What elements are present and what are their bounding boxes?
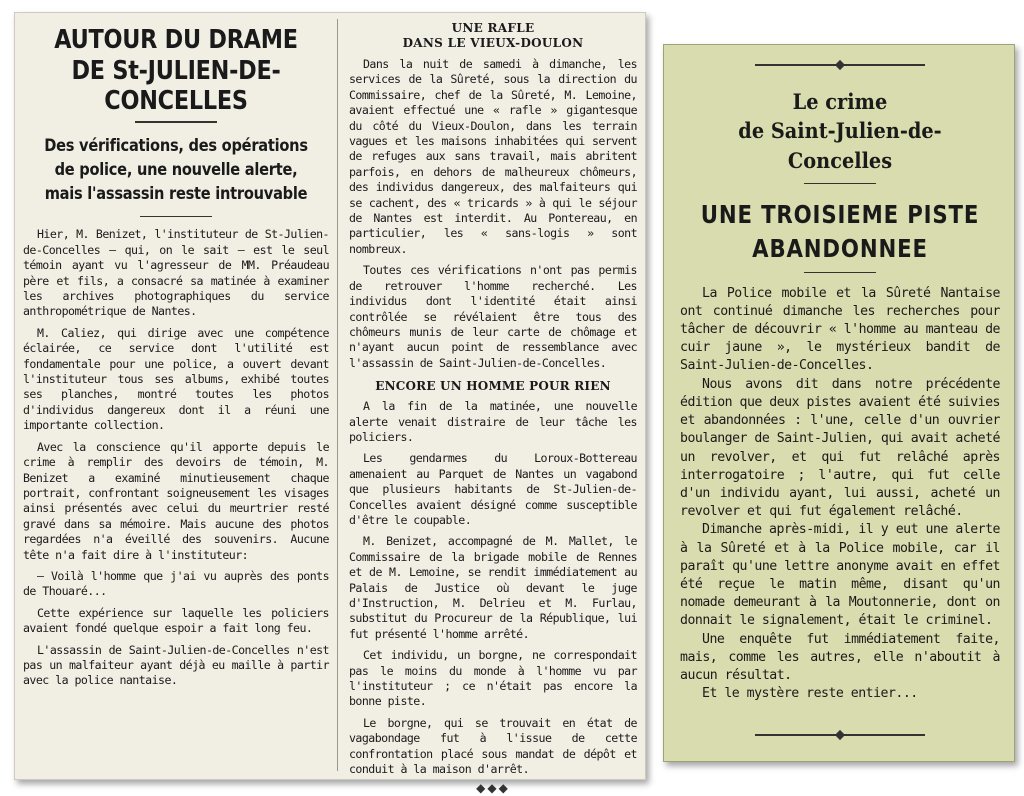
paragraph: La Police mobile et la Sûreté Nantaise ont continué dimanche les recherches pour tâcher de découvrir « l'homme au manteau de cuir jaune », le mystérieux bandit de Saint-Julien-de-Concelles. xyxy=(680,285,1000,374)
subheadline-line: Des vérifications, des opérations xyxy=(44,136,308,157)
article-column-left xyxy=(15,13,337,779)
paragraph: Et le mystère reste entier... xyxy=(702,686,918,702)
subheadline-line: de police, une nouvelle alerte, xyxy=(54,159,298,180)
newspaper-clipping-left xyxy=(14,12,646,796)
ornament-divider-icon xyxy=(755,59,925,71)
ornament-icon: ◆◆◆ xyxy=(476,781,510,796)
paragraph: Hier, M. Benizet, l'instituteur de St-Julien-de-Concelles — qui, on le sait — est le seul témoin ayant vu l'agresseur de MM. Préaudeau père et fils, a consacré sa matinée à examiner les archives photographiques du service anthropométrique de Nantes. xyxy=(23,227,329,319)
headline-line-1: AUTOUR DU DRAME xyxy=(54,25,298,55)
divider xyxy=(804,272,876,273)
paragraph: Nous avons dit dans notre précédente édition que deux pistes avaient été suivies et abandonnées : l'une, celle d'un ouvrier boulanger de Saint-Julien, qui avait acheté un revolver, et qui fut relâché après interrogatoire ; l'autre, qui fut celle d'un individu ayant, lui aussi, acheté un revolver et qui fut également relâché. xyxy=(680,376,1000,520)
section-heading: ENCORE UN HOMME POUR RIEN xyxy=(375,379,611,394)
divider xyxy=(135,121,217,123)
subheadline-line: mais l'assassin reste introuvable xyxy=(44,183,308,204)
paragraph: Avec la conscience qu'il apporte depuis le crime à remplir des devoirs de témoin, M. Benizet a examiné minutieusement chaque portrait, confrontant soigneusement les visages ainsi présentés avec celui du meurtrier resté gravé dans sa mémoire. Mais aucune des photos regardées n'a éveillé des souvenirs. Aucune tête n'a fait dire à l'instituteur: xyxy=(23,439,329,562)
section-heading-line: DANS LE VIEUX-DOULON xyxy=(402,36,584,50)
headline xyxy=(687,198,993,266)
paragraph: A la fin de la matinée, une nouvelle alerte venait distraire de leur tâche les policiers. xyxy=(349,399,637,444)
paragraph: Toutes ces vérifications n'ont pas permis de retrouver l'homme recherché. Les individus dont l'identité était ainsi contrôlée se révélaient être tous des chômeurs munis de leur carte de chômage et n'ayant aucun point de ressemblance avec l'assassin de Saint-Julien-de-Concelles. xyxy=(349,263,637,370)
headline-line-1: UNE TROISIEME PISTE xyxy=(700,200,980,230)
paragraph: Le borgne, qui se trouvait en état de vagabondage fut à l'issue de cette confrontation placé sous mandat de dépôt et conduit à la maison d'arrêt. xyxy=(349,715,637,777)
headline-line-2: DE St-JULIEN-DE-CONCELLES xyxy=(71,55,281,117)
article-column-right xyxy=(339,13,645,796)
ornament-divider-icon xyxy=(755,729,925,741)
paragraph: Dimanche après-midi, il y eut une alerte à la Sûreté et à la Police mobile, car il paraît qu'une lettre anonyme avait en effet été reçue le matin même, disant qu'un nomade demeurant à la Moutonnerie, dont on donnait le signalement, était le criminel. xyxy=(680,522,1000,629)
paragraph: Cet individu, un borgne, ne correspondait pas le moins du monde à l'homme vu par l'instituteur ; ce n'était pas encore la bonne piste. xyxy=(349,648,637,709)
paragraph: Les gendarmes du Loroux-Bottereau amenaient au Parquet de Nantes un vagabond que plusieurs habitants de St-Julien-de-Concelles avaient désigné comme susceptible d'être le coupable. xyxy=(349,451,637,527)
newspaper-clipping-right xyxy=(663,44,1015,762)
paragraph: Cette expérience sur laquelle les policiers avaient fondé quelque espoir a fait long feu. xyxy=(23,605,329,636)
paragraph: L'assassin de Saint-Julien-de-Concelles n'est pas un malfaiteur ayant déjà eu maille à partir avec la police nantaise. xyxy=(23,642,329,688)
headline-line-2: ABANDONNEE xyxy=(752,233,928,263)
paragraph: — Voilà l'homme que j'ai vu auprès des ponts de Thouaré... xyxy=(23,568,329,599)
paragraph: M. Benizet, accompagné de M. Mallet, le Commissaire de la brigade mobile de Rennes et de M. Lemoine, se rendit immédiatement au Palais de Justice où devant le juge d'Instruction, M. Delrieu et M. Furlau, substitut du Procureur de la République, lui fut présenté l'homme arrêté. xyxy=(349,534,637,641)
subheadline xyxy=(39,135,312,206)
article-title-line: de Saint-Julien-de-Concelles xyxy=(738,118,942,173)
paragraph: M. Caliez, qui dirige avec une compétence éclairée, ce service dont l'utilité est fondamentale pour une police, a ouvert devant l'instituteur tous ses albums, exhibé toutes ses planches, montré toutes les photos d'individus dangereux dont il a réuni une importante collection. xyxy=(23,325,329,433)
article-body xyxy=(664,45,1014,741)
divider xyxy=(804,183,876,184)
section-heading-line: UNE RAFLE xyxy=(451,21,535,35)
paragraph: Une enquête fut immédiatement faite, mais, comme les autres, elle n'aboutit à aucun résultat. xyxy=(680,631,1000,683)
article-title-line: Le crime xyxy=(792,89,888,114)
headline xyxy=(27,25,325,117)
divider xyxy=(140,216,212,217)
column-divider xyxy=(337,19,338,771)
paragraph: Dans la nuit de samedi à dimanche, les services de la Sûreté, sous la direction du Commissaire, chef de la Sûreté, M. Lemoine, avaient effectué une « rafle » gigantesque du côté du Vieux-Doulon, dans les terrain vagues et les maisons inhabitées qui servent de refuges aux sans travail, mais abritent parfois, en dehors de malheureux chômeurs, des individus dangereux, des malfaiteurs qui se cachent, des « tricards » à qui le séjour de Nantes est interdit. Au Pontereau, en particulier, les « sans-logis » sont nombreux. xyxy=(349,57,637,256)
section-heading xyxy=(349,21,637,51)
article-title xyxy=(693,87,987,175)
